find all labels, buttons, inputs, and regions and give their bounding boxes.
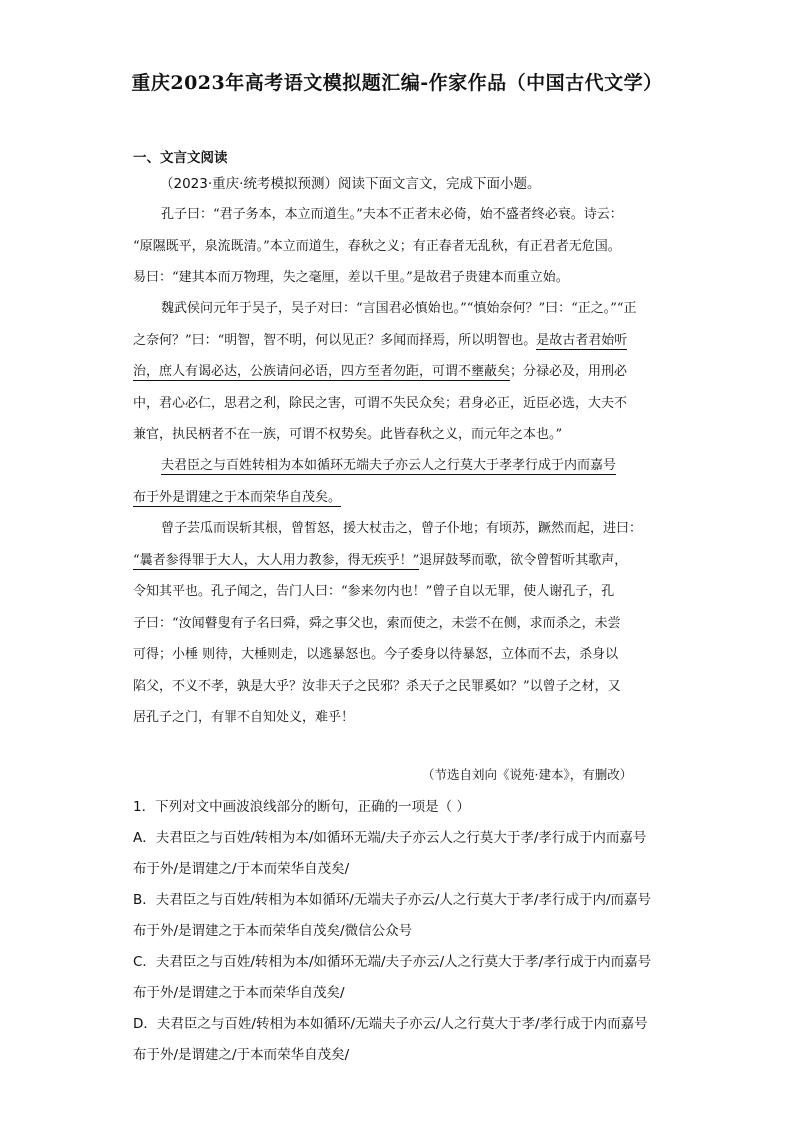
- wavy-underlined-text: 夫君臣之与百姓转相为本如循环无端夫子亦云人之行莫大于孝孝行成于内而嘉号: [161, 458, 617, 473]
- passage-line: 陷父，不义不孝，孰是大乎？汝非天子之民邪？杀天子之民罪奚如？”以曾子之材，又: [133, 678, 621, 694]
- option-c-line-2: 布于外/是谓建之于本而荣华自茂矣/: [133, 985, 345, 1001]
- page-title: 重庆2023年高考语文模拟题汇编-作家作品（中国古代文学）: [131, 72, 663, 94]
- passage-line: 中，君心必仁，思君之利，除民之害，可谓不失民众矣；君身必正，近臣必选，大夫不: [133, 395, 628, 411]
- option-b-line-2: 布于外/是谓建之于本而荣华自茂矣/微信公众号: [133, 923, 413, 939]
- passage-text: 退屏鼓琴而歌，欲令曾皙听其歌声，: [419, 552, 628, 568]
- question-block: [133, 792, 673, 1071]
- passage-line: 可得；小棰 则待，大棰则走，以逃暴怒也。今子委身以待暴怒，立体而不去，杀身以: [133, 647, 619, 662]
- option-c-line-1: C．夫君臣之与百姓/转相为本/如循环无端/夫子亦云/人之行莫大于孝/孝行成于内而嘉号: [133, 954, 652, 970]
- passage-line: 兼官，执民柄者不在一族，可谓不权势矣。此皆春秋之义，而元年之本也。”: [133, 427, 563, 442]
- wavy-underlined-text: 布于外是谓建之于本而荣华自茂矣。: [133, 489, 342, 505]
- passage-line: “原隰既平，泉流既清。”本立而道生，春秋之义；有正春者无乱秋，有正君者无危国。: [133, 238, 621, 254]
- passage-line: 子曰：“汝闻瞽叟有子名曰舜，舜之事父也，索而使之，未尝不在侧，求而杀之，未尝: [133, 615, 621, 631]
- option-a-line-2: 布于外/是谓建之/于本而荣华自茂矣/: [133, 861, 350, 877]
- underlined-text: 是故古者君始听: [536, 332, 628, 348]
- passage-line: 魏武侯问元年于吴子，吴子对曰：“言国君必慎始也。”“慎始奈何？”曰：“正之。”“正: [161, 301, 637, 316]
- option-a-line-1: A．夫君臣之与百姓/转相为本/如循环无端/夫子亦云人之行莫大于孝/孝行成于内而嘉号: [133, 830, 647, 846]
- section-heading: 一、文言文阅读: [133, 150, 228, 166]
- underlined-text: 治，庶人有谒必达，公族请问必语，四方至者勿距，可谓不壅蔽矣: [133, 364, 511, 379]
- option-b-line-1: B．夫君臣之与百姓/转相为本如循环/无端夫子亦云/人之行莫大于孝/孝行成于内/而嘉号: [133, 892, 652, 908]
- passage-line: [133, 482, 663, 514]
- passage-text: 之奈何？”曰：“明智，智不明，何以见正？多闻而择焉，所以明智也。: [133, 332, 537, 348]
- passage-line: [133, 356, 663, 388]
- passage-paragraph-4: [133, 513, 663, 734]
- underlined-text: “曩者参得罪于大人，大人用力教参，得无疾乎！”: [133, 552, 420, 568]
- option-d-line-2: 布于外/是谓建之/于本而荣华自茂矣/: [133, 1047, 350, 1063]
- passage-line: 令知其平也。孔子闻之，告门人曰：“参来勿内也！”曾子自以无罪，使人谢孔子，孔: [133, 584, 615, 599]
- passage-paragraph-2: [133, 293, 663, 451]
- source-citation: （节选自刘向《说苑·建本》，有删改）: [422, 767, 633, 782]
- passage-line: 易曰：“建其本而万物理，失之毫厘，差以千里。”是故君子贵建本而重立始。: [133, 270, 569, 285]
- question-stem: 1．下列对文中画波浪线部分的断句，正确的一项是（ ）: [133, 799, 470, 815]
- passage-paragraph-3: [133, 450, 663, 513]
- passage-line: [133, 325, 663, 357]
- passage-line: 曾子芸瓜而误斩其根，曾皙怒，援大杖击之，曾子仆地；有顷苏，蹶然而起，进曰：: [161, 521, 643, 536]
- passage-line: 孔子曰：“君子务本，本立而道生。”夫本不正者末必倚，始不盛者终必衰。诗云：: [161, 207, 623, 222]
- passage-line: 居孔子之门，有罪不自知处义，难乎！: [133, 710, 355, 725]
- passage-text: ；分禄必及，用刑必: [510, 364, 628, 379]
- passage-line: [133, 545, 663, 577]
- option-d-line-1: D．夫君臣之与百姓/转相为本如循环/无端夫子亦云/人之行莫大于孝/孝行成于内而嘉号: [133, 1016, 648, 1032]
- passage-paragraph-1: [133, 199, 663, 294]
- passage-line: [133, 450, 663, 482]
- intro-text: （2023·重庆·统考模拟预测）阅读下面文言文，完成下面小题。: [160, 176, 541, 192]
